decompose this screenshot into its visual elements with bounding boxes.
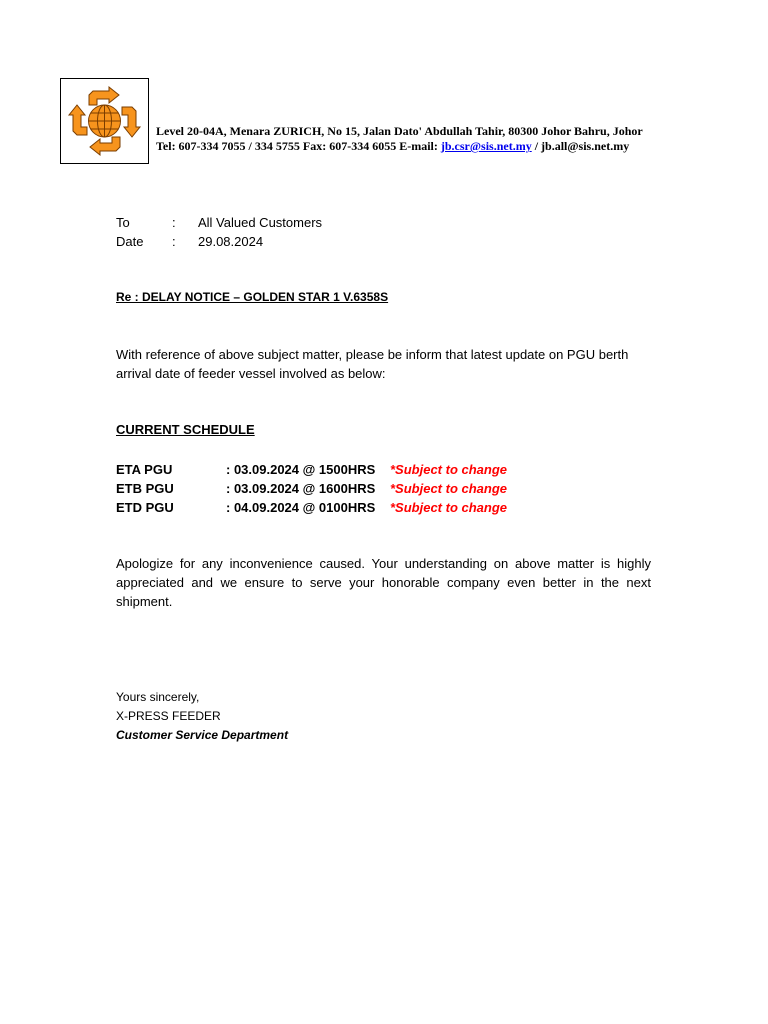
to-row <box>116 213 322 232</box>
email-link[interactable]: jb.csr@sis.net.my <box>440 139 532 153</box>
department-name: Customer Service Department <box>116 728 289 742</box>
schedule-heading: CURRENT SCHEDULE <box>116 422 255 437</box>
company-name: X-PRESS FEEDER <box>116 709 221 723</box>
schedule-note: *Subject to change <box>390 481 508 496</box>
salutation: Yours sincerely, <box>116 690 200 704</box>
contact-suffix: / jb.all@sis.net.my <box>531 139 630 153</box>
schedule-label: ETA PGU <box>116 462 173 477</box>
schedule-value: : 04.09.2024 @ 0100HRS <box>226 500 376 515</box>
signature-block <box>116 688 288 745</box>
to-separator: : <box>172 215 176 230</box>
schedule-note: *Subject to change <box>390 500 508 515</box>
schedule-table <box>116 460 507 517</box>
intro-paragraph: With reference of above subject matter, please be inform that latest update on PGU berth arrival date of feeder vessel involved as below: <box>116 347 629 381</box>
date-label: Date <box>116 234 144 249</box>
contact-prefix: Tel: 607-334 7055 / 334 5755 Fax: 607-334 6055 E-mail: <box>156 139 441 153</box>
schedule-note: *Subject to change <box>390 462 508 477</box>
to-value: All Valued Customers <box>198 215 323 230</box>
date-value: 29.08.2024 <box>198 234 264 249</box>
schedule-row-eta <box>116 460 507 479</box>
schedule-label: ETB PGU <box>116 481 174 496</box>
address-line: Level 20-04A, Menara ZURICH, No 15, Jalan Dato' Abdullah Tahir, 80300 Johor Bahru, Johor <box>156 124 643 138</box>
to-label: To <box>116 215 130 230</box>
schedule-value: : 03.09.2024 @ 1600HRS <box>226 481 376 496</box>
date-row <box>116 232 322 251</box>
schedule-label: ETD PGU <box>116 500 174 515</box>
schedule-row-etb <box>116 479 507 498</box>
contact-line <box>156 139 643 154</box>
schedule-value: : 03.09.2024 @ 1500HRS <box>226 462 376 477</box>
recipient-block <box>116 213 322 251</box>
letterhead-address <box>156 124 643 154</box>
company-logo <box>60 78 149 164</box>
subject-line: Re : DELAY NOTICE – GOLDEN STAR 1 V.6358S <box>116 290 389 304</box>
date-separator: : <box>172 234 176 249</box>
globe-with-circular-arrows-icon <box>65 83 144 159</box>
schedule-row-etd <box>116 498 507 517</box>
apology-paragraph: Apologize for any inconvenience caused. Your understanding on above matter is highly appreciated and we ensure to serve your honorable company even better in the next shipment. <box>116 556 651 609</box>
